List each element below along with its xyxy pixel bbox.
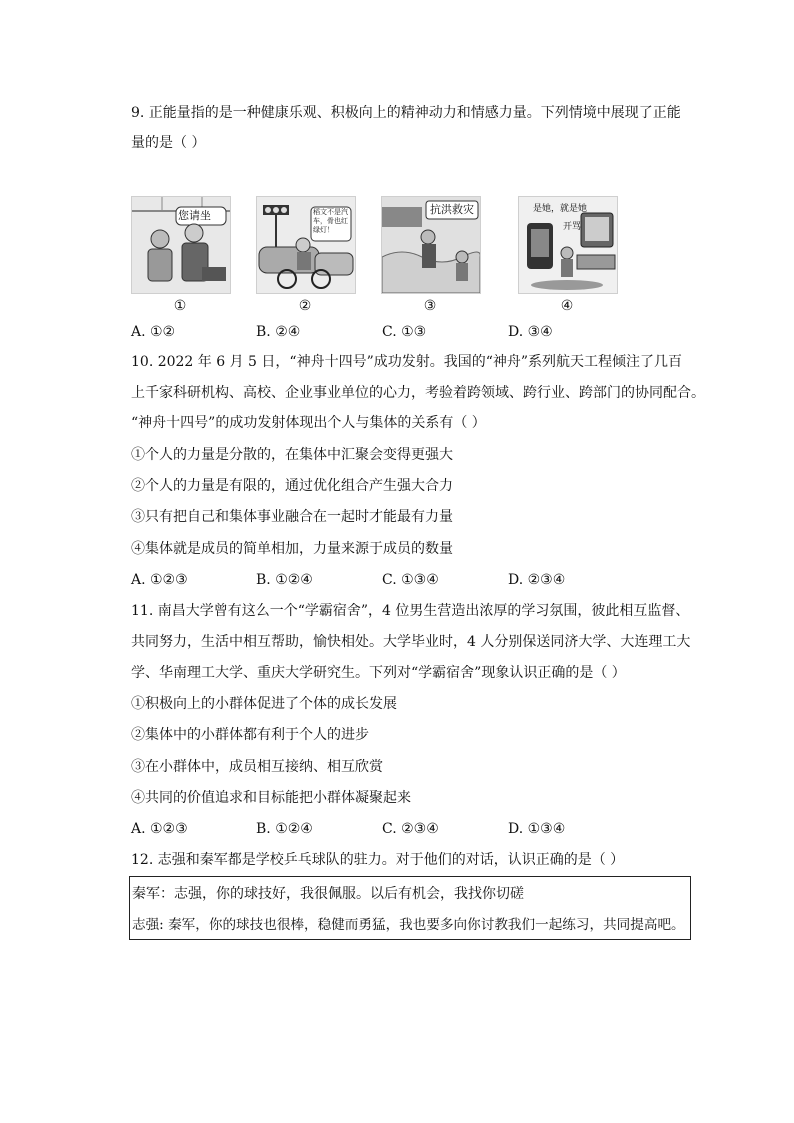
q11-item-3: ③在小群体中，成员相互接纳、相互欣赏 <box>131 759 383 775</box>
q9-image-4-speech: 是她，就是她 <box>533 204 588 214</box>
q11-option-b: B. ①②④ <box>256 821 313 837</box>
q9-caption-3: ③ <box>423 298 437 314</box>
q11-stem-line1: 11. 南昌大学曾有这么一个“学霸宿舍”，4 位男生营造出浓厚的学习氛围，彼此相互监督、 <box>131 603 690 619</box>
q9-image-1-speech: 您请坐 <box>178 209 211 222</box>
q12-dialog-box <box>129 876 691 940</box>
q10-option-c: C. ①③④ <box>382 572 439 588</box>
q10-item-2: ②个人的力量是有限的，通过优化组合产生强大合力 <box>131 478 453 494</box>
q10-stem-line1: 10. 2022 年 6 月 5 日，“神舟十四号”成功发射。我国的“神舟”系列航天工程倾注了几百 <box>131 354 683 370</box>
q11-item-4: ④共同的价值追求和目标能把小群体凝聚起来 <box>131 790 411 806</box>
q9-image-4-speech2: 开骂 <box>563 222 582 232</box>
q9-stem-line1: 9. 正能量指的是一种健康乐观、积极向上的精神动力和情感力量。下列情境中展现了正能 <box>131 105 681 121</box>
q10-options <box>131 570 691 590</box>
q10-stem-line3: “神舟十四号”的成功发射体现出个人与集体的关系有（ ） <box>131 415 486 431</box>
q9-option-a: A. ①② <box>131 324 176 340</box>
q10-option-b: B. ①②④ <box>256 572 313 588</box>
q11-options <box>131 819 691 839</box>
q10-item-3: ③只有把自己和集体事业融合在一起时才能最有力量 <box>131 509 453 525</box>
q9-option-b: B. ②④ <box>256 324 301 340</box>
q9-image-2-speech: 稻文不是汽车，骨也红绿灯！ <box>313 208 348 234</box>
q11-stem-line2: 共同努力，生活中相互帮助，愉快相处。大学毕业时，4 人分别保送同济大学、大连理工大 <box>131 634 691 650</box>
q9-options <box>131 322 691 342</box>
q9-caption-4: ④ <box>560 298 574 314</box>
q12-dialog-line-1: 秦军：志强，你的球技好，我很佩服。以后有机会，我找你切磋 <box>132 886 524 902</box>
q10-option-a: A. ①②③ <box>131 572 188 588</box>
q9-caption-2: ② <box>298 298 312 314</box>
q12-dialog-line-2: 志强: 秦军，你的球技也很棒，稳健而勇猛，我也要多向你讨教我们一起练习，共同提高吧。 <box>132 917 685 933</box>
q11-option-d: D. ①③④ <box>508 821 566 837</box>
q9-stem-line2: 量的是（ ） <box>131 135 206 151</box>
q9-caption-1: ① <box>173 298 187 314</box>
q10-item-1: ①个人的力量是分散的，在集体中汇聚会变得更强大 <box>131 447 453 463</box>
q9-image-2 <box>256 196 356 294</box>
q9-image-3-speech: 抗洪救灾 <box>430 203 474 216</box>
q11-item-2: ②集体中的小群体都有利于个人的进步 <box>131 727 369 743</box>
q11-stem-line3: 学、华南理工大学、重庆大学研究生。下列对“学霸宿舍”现象认识正确的是（ ） <box>131 665 626 681</box>
q10-option-d: D. ②③④ <box>508 572 566 588</box>
q12-stem-line1: 12. 志强和秦军都是学校乒乓球队的驻力。对于他们的对话，认识正确的是（ ） <box>131 852 625 868</box>
q9-image-3 <box>381 196 481 294</box>
q9-image-4 <box>518 196 618 294</box>
q11-item-1: ①积极向上的小群体促进了个体的成长发展 <box>131 696 397 712</box>
q11-option-c: C. ②③④ <box>382 821 439 837</box>
q10-stem-line2: 上千家科研机构、高校、企业事业单位的心力，考验着跨领域、跨行业、跨部门的协同配合。 <box>131 385 705 401</box>
q9-option-c: C. ①③ <box>382 324 427 340</box>
q10-item-4: ④集体就是成员的简单相加，力量来源于成员的数量 <box>131 541 453 557</box>
q9-image-1 <box>131 196 231 294</box>
q11-option-a: A. ①②③ <box>131 821 188 837</box>
q9-option-d: D. ③④ <box>508 324 553 340</box>
